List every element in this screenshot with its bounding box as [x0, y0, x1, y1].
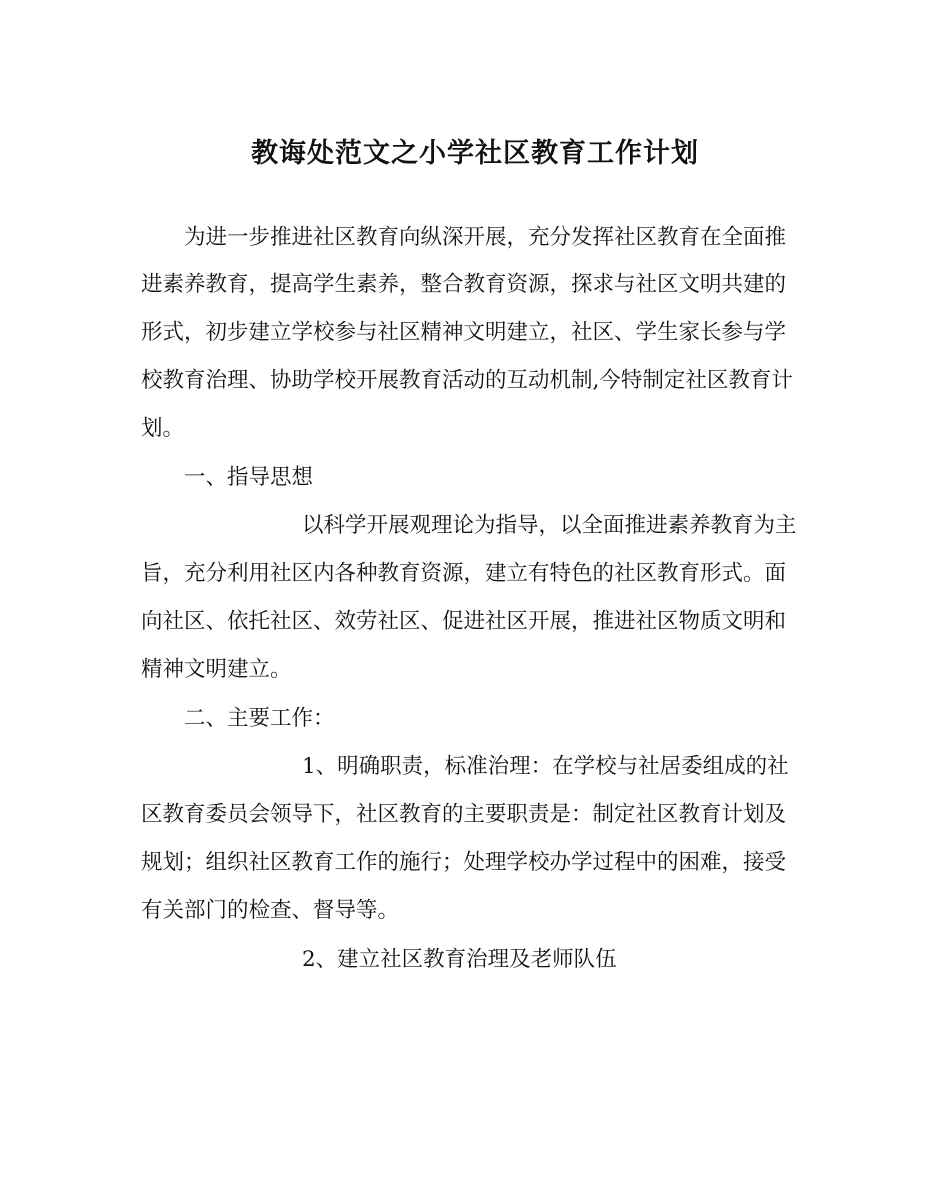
- document-title: 教诲处范文之小学社区教育工作计划: [251, 138, 699, 169]
- item1-line: 1、明确职责，标准治理：在学校与社居委组成的社: [302, 754, 789, 779]
- item1-line: 规划；组织社区教育工作的施行；处理学校办学过程中的困难，接受: [141, 850, 787, 875]
- intro-line: 形式，初步建立学校参与社区精神文明建立，社区、学生家长参与学: [141, 320, 787, 345]
- item1-line: 区教育委员会领导下，社区教育的主要职责是：制定社区教育计划及: [141, 802, 787, 827]
- section-heading-guiding-thought: 一、指导思想: [184, 465, 314, 490]
- intro-line: 进素养教育，提高学生素养，整合教育资源，探求与社区文明共建的: [141, 272, 787, 297]
- intro-line: 划。: [141, 416, 185, 441]
- section1-line: 向社区、依托社区、效劳社区、促进社区开展，推进社区物质文明和: [141, 609, 787, 634]
- section1-line: 旨，充分利用社区内各种教育资源，建立有特色的社区教育形式。面: [141, 561, 787, 586]
- item2-heading: 2、建立社区教育治理及老师队伍: [302, 947, 617, 972]
- intro-line: 校教育治理、协助学校开展教育活动的互动机制,今特制定社区教育计: [141, 368, 793, 393]
- section-heading-main-work: 二、主要工作：: [184, 706, 335, 731]
- intro-line: 为进一步推进社区教育向纵深开展，充分发挥社区教育在全面推: [184, 225, 787, 250]
- section1-line: 以科学开展观理论为指导，以全面推进素养教育为主: [302, 513, 797, 538]
- section1-line: 精神文明建立。: [141, 657, 292, 682]
- item1-line: 有关部门的检查、督导等。: [141, 898, 400, 923]
